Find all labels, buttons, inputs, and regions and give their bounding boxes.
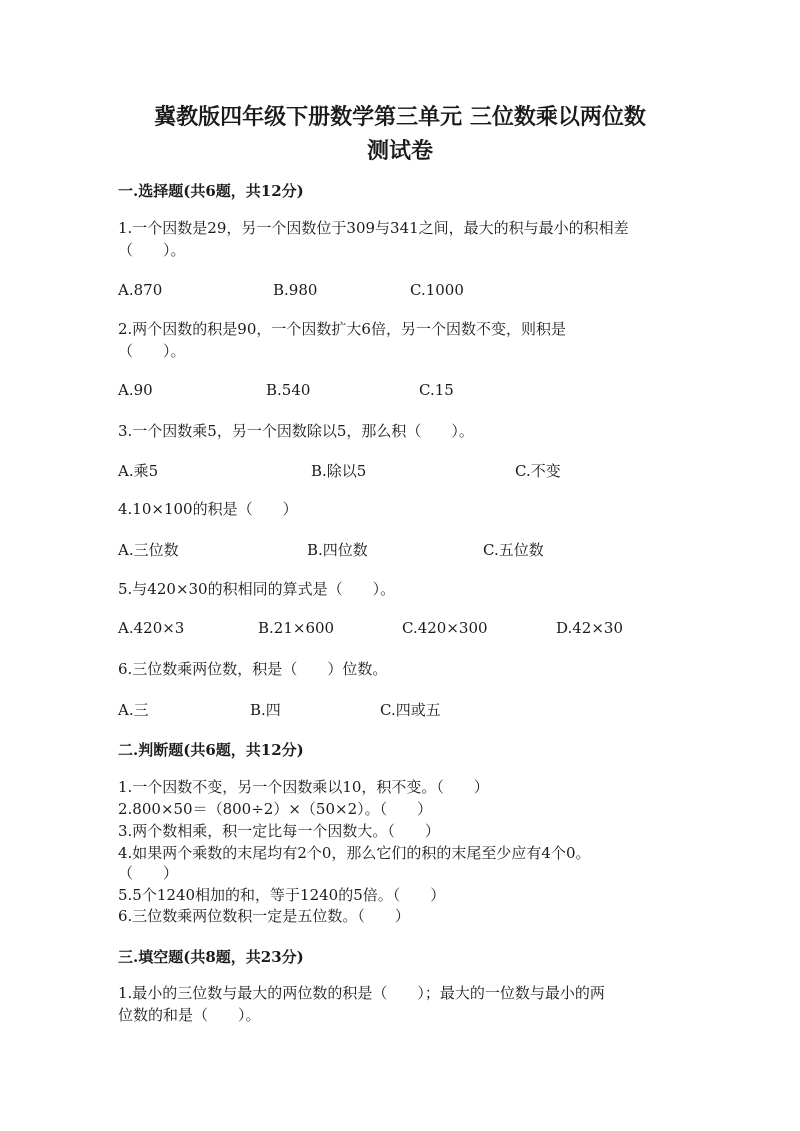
judgement-item-1: 1.一个因数不变，另一个因数乘以10，积不变。（ ） [118,778,489,796]
option-a: A.420×3 [118,619,185,637]
question-3 [118,420,688,442]
question-2 [118,318,688,362]
option-c: C.1000 [410,281,464,299]
section-heading-choice: 一.选择题(共6题，共12分) [118,182,304,200]
question-1 [118,217,688,261]
question-text: 2.两个因数的积是90，一个因数扩大6倍，另一个因数不变，则积是 [118,320,566,338]
title-line-1: 冀教版四年级下册数学第三单元 三位数乘以两位数 [154,104,646,130]
judgement-item-6: 6.三位数乘两位数积一定是五位数。（ ） [118,907,410,925]
option-c: C.五位数 [483,541,544,559]
section-heading-fill-blank: 三.填空题(共8题，共23分) [118,948,304,966]
judgement-item-4-bracket: （ ） [118,864,179,882]
option-b: B.980 [273,281,318,299]
question-6 [118,658,688,680]
option-c: C.420×300 [402,619,488,637]
question-4 [118,498,688,520]
question-text: 6.三位数乘两位数，积是（ ）位数。 [118,660,388,678]
option-a: A.三 [118,701,149,719]
option-a: A.乘5 [118,462,159,480]
option-b: B.四位数 [307,541,368,559]
question-text: 4.10×100的积是（ ） [118,500,298,518]
option-b: B.21×600 [258,619,335,637]
option-b: B.除以5 [311,462,367,480]
question-text: 1.一个因数是29，另一个因数位于309与341之间，最大的积与最小的积相差 [118,219,629,237]
question-text: 1.最小的三位数与最大的两位数的积是（ ）；最大的一位数与最小的两 [118,984,605,1002]
title-line-2: 测试卷 [366,138,433,164]
question-text: 位数的和是（ ）。 [118,1006,261,1024]
option-a: A.三位数 [118,541,179,559]
question-5 [118,578,688,600]
option-b: B.540 [266,381,311,399]
option-c: C.15 [419,381,454,399]
question-text: 3.一个因数乘5，另一个因数除以5，那么积（ ）。 [118,422,474,440]
judgement-item-4: 4.如果两个乘数的末尾均有2个0，那么它们的积的末尾至少应有4个0。 [118,844,591,862]
section-heading-true-false: 二.判断题(共6题，共12分) [118,741,304,759]
question-text: （ ）。 [118,342,186,360]
option-a: A.870 [118,281,163,299]
fill-question-1 [118,982,688,1026]
question-text: 5.与420×30的积相同的算式是（ ）。 [118,580,396,598]
option-a: A.90 [118,381,153,399]
option-b: B.四 [250,701,281,719]
page-title [100,100,700,168]
option-c: C.四或五 [380,701,441,719]
judgement-item-2: 2.800×50＝（800÷2）×（50×2）。（ ） [118,800,433,818]
option-c: C.不变 [515,462,561,480]
judgement-item-5: 5.5个1240相加的和，等于1240的5倍。（ ） [118,886,446,904]
judgement-item-3: 3.两个数相乘，积一定比每一个因数大。（ ） [118,822,440,840]
option-d: D.42×30 [556,619,624,637]
question-text: （ ）。 [118,241,186,259]
